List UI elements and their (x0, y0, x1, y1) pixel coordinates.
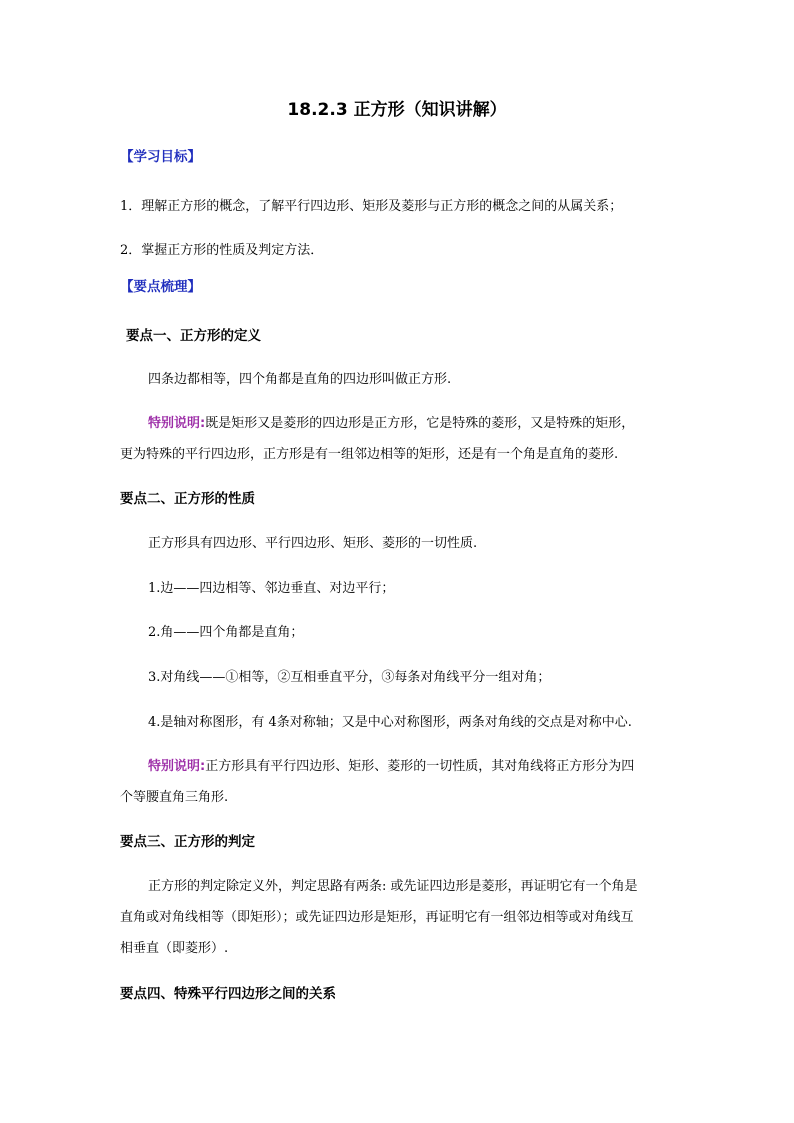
special-note-label: 特别说明: (148, 759, 206, 774)
point1-note-line1 (148, 415, 723, 433)
point1-note-line2: 更为特殊的平行四边形，正方形是有一组邻边相等的矩形，还是有一个角是直角的菱形. (120, 447, 619, 462)
point2-note-text1: 正方形具有平行四边形、矩形、菱形的一切性质，其对角线将正方形分为四 (205, 759, 635, 774)
point2-note-line2: 个等腰直角三角形. (120, 790, 229, 805)
key-points-tag: 【要点梳理】 (120, 279, 201, 295)
point1-note-text1: 既是矩形又是菱形的四边形是正方形，它是特殊的菱形，又是特殊的矩形， (205, 416, 635, 431)
point2-intro: 正方形具有四边形、平行四边形、矩形、菱形的一切性质. (148, 536, 478, 551)
objectives-tag: 【学习目标】 (120, 149, 201, 165)
page-title: 18.2.3 正方形（知识讲解） (287, 100, 507, 120)
objective-item-1: 1．理解正方形的概念，了解平行四边形、矩形及菱形与正方形的概念之间的从属关系； (120, 199, 623, 214)
point4-heading: 要点四、特殊平行四边形之间的关系 (120, 986, 336, 1002)
point2-item-4: 4.是轴对称图形，有 4条对称轴；又是中心对称图形，两条对角线的交点是对称中心. (148, 715, 632, 730)
point2-note-line1 (148, 758, 723, 776)
objective-item-2: 2．掌握正方形的性质及判定方法． (120, 243, 324, 258)
point3-line1: 正方形的判定除定义外，判定思路有两条: 或先证四边形是菱形，再证明它有一个角是 (148, 879, 638, 894)
point2-item-3: 3.对角线——①相等，②互相垂直平分，③每条对角线平分一组对角； (148, 670, 551, 685)
point2-item-1: 1.边——四边相等、邻边垂直、对边平行； (148, 581, 395, 596)
point3-line2: 直角或对角线相等（即矩形）；或先证四边形是矩形，再证明它有一组邻边相等或对角线互 (120, 910, 634, 925)
point1-definition: 四条边都相等，四个角都是直角的四边形叫做正方形. (148, 372, 452, 387)
point2-item-2: 2.角——四个角都是直角； (148, 625, 304, 640)
point3-line3: 相垂直（即菱形）. (120, 941, 229, 956)
special-note-label: 特别说明: (148, 416, 206, 431)
point2-heading: 要点二、正方形的性质 (120, 491, 255, 507)
point1-heading: 要点一、正方形的定义 (126, 328, 261, 344)
point3-heading: 要点三、正方形的判定 (120, 834, 255, 850)
